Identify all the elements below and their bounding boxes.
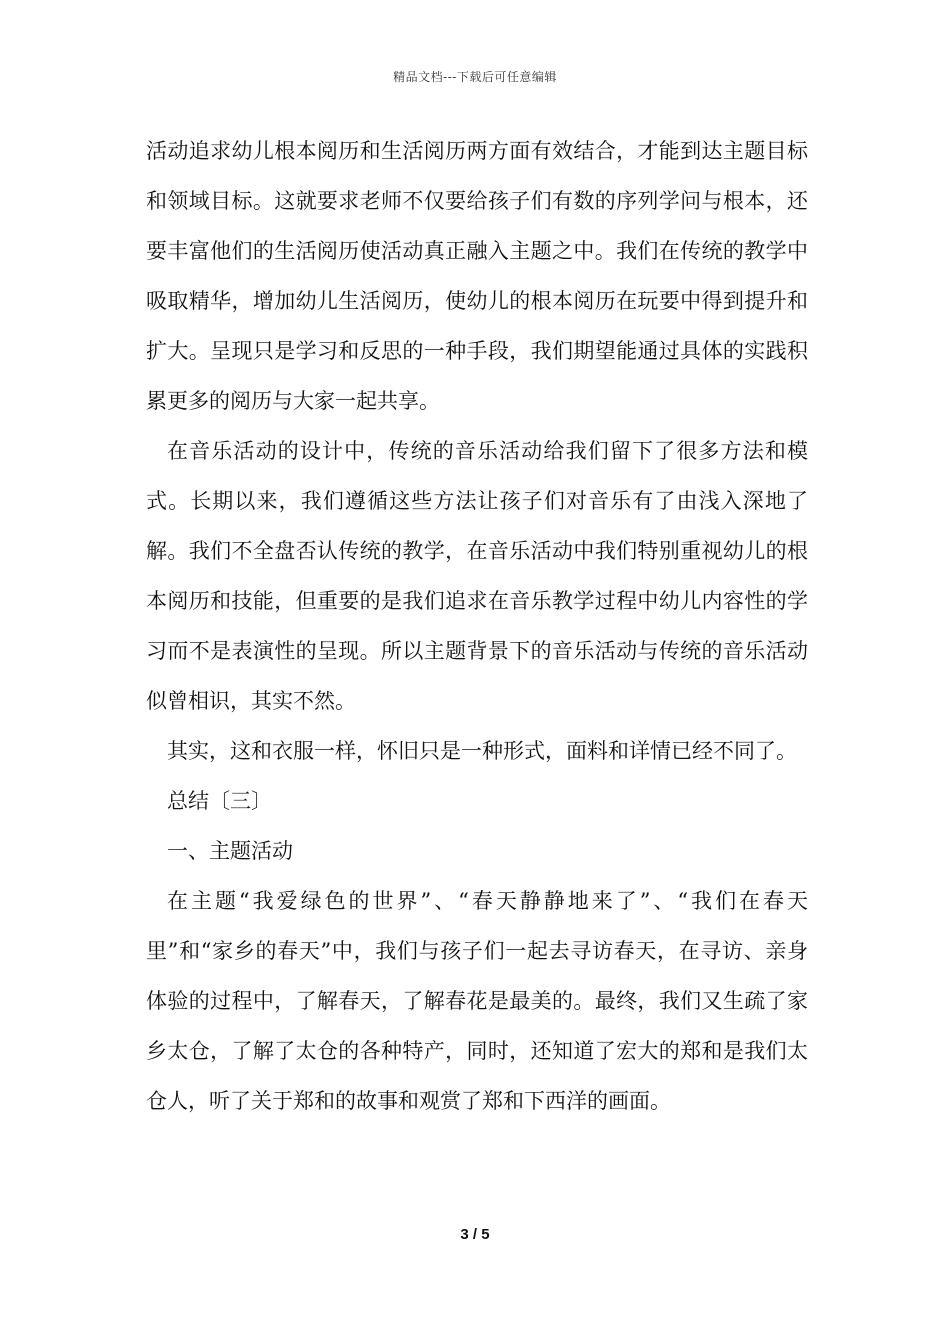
document-body	[146, 126, 808, 1126]
body-paragraph-4: 在主题“我爱绿色的世界”、“春天静静地来了”、“我们在春天里”和“家乡的春天”中，我们与孩子们一起去寻访春天，在寻访、亲身体验的过程中，了解春天，了解春花是最美的。最终，我们又生疏了家乡太仓，了解了太仓的各种特产，同时，还知道了宏大的郑和是我们太仓人，听了关于郑和的故事和观赏了郑和下西洋的画面。	[146, 889, 808, 1113]
body-paragraph-2: 在音乐活动的设计中，传统的音乐活动给我们留下了很多方法和模式。长期以来，我们遵循这些方法让孩子们对音乐有了由浅入深地了解。我们不全盘否认传统的教学，在音乐活动中我们特别重视幼儿的根本阅历和技能，但重要的是我们追求在音乐教学过程中幼儿内容性的学习而不是表演性的呈现。所以主题背景下的音乐活动与传统的音乐活动似曾相识，其实不然。	[146, 439, 808, 713]
body-paragraph-3: 其实，这和衣服一样，怀旧只是一种形式，面料和详情已经不同了。	[167, 739, 797, 763]
section-heading: 总结〔三〕	[167, 789, 272, 813]
page-number: 3 / 5	[460, 1226, 490, 1243]
body-paragraph-1: 活动追求幼儿根本阅历和生活阅历两方面有效结合，才能到达主题目标和领域目标。这就要求老师不仅要给孩子们有数的序列学问与根本，还要丰富他们的生活阅历使活动真正融入主题之中。我们在传统的教学中吸取精华，增加幼儿生活阅历，使幼儿的根本阅历在玩要中得到提升和扩大。呈现只是学习和反思的一种手段，我们期望能通过具体的实践积累更多的阅历与大家一起共享。	[146, 139, 808, 413]
subsection-heading: 一、主题活动	[167, 839, 293, 863]
page-header: 精品文档---下载后可任意编辑	[393, 70, 557, 84]
